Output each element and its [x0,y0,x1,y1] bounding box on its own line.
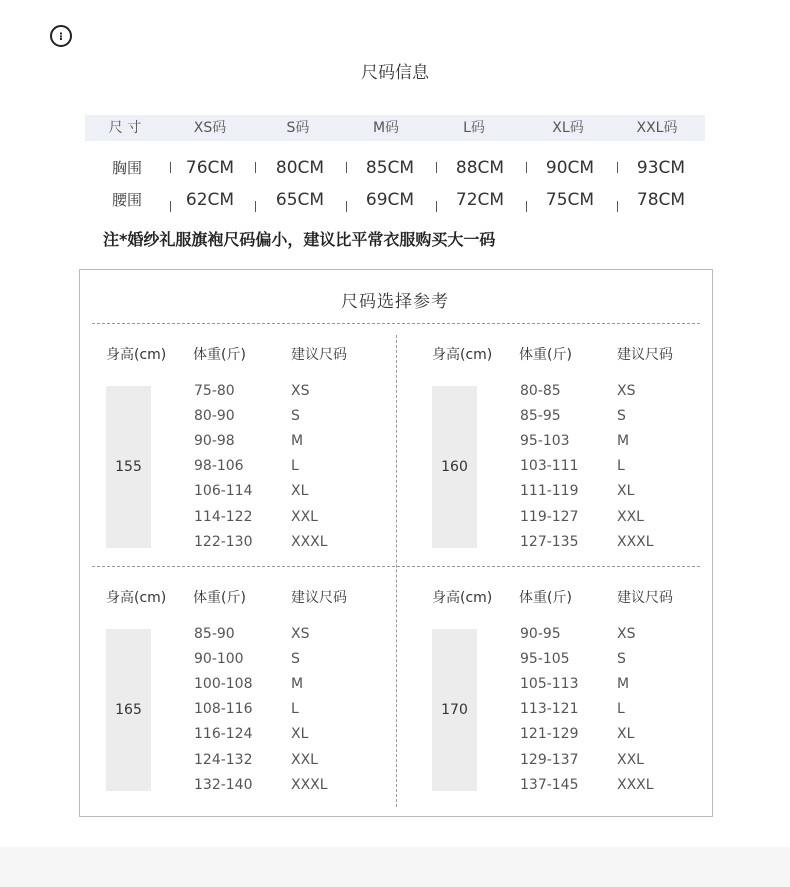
col-header-weight: 体重(斤) [193,590,246,606]
size-header-s: S码 [286,120,310,136]
size-value: XXL [617,509,644,525]
col-header-size: 建议尺码 [291,347,347,363]
size-value: L [617,458,625,474]
weight-value: 108-116 [194,701,253,717]
chest-s: 80CM [275,158,325,178]
weight-value: 105-113 [520,676,579,692]
reference-title: 尺码选择参考 [341,292,449,312]
waist-l: 72CM [455,190,505,210]
size-value: L [291,458,299,474]
waist-xs: 62CM [185,190,235,210]
size-note: 注*婚纱礼服旗袍尺码偏小，建议比平常衣服购买大一码 [103,230,496,249]
waist-xxl: 78CM [636,190,686,210]
size-header-xl: XL码 [552,120,584,136]
weight-value: 121-129 [520,726,579,742]
size-value: XL [291,483,309,499]
col-header-weight: 体重(斤) [519,347,572,363]
chest-l: 88CM [455,158,505,178]
menu-icon[interactable]: ⁝ [50,25,72,47]
waist-m: 69CM [365,190,415,210]
size-value: XS [291,626,310,642]
size-value: XXL [291,752,318,768]
size-value: XL [617,483,635,499]
chest-label: 胸围 [111,159,142,177]
page-title: 尺码信息 [361,63,429,83]
weight-value: 127-135 [520,534,579,550]
weight-value: 98-106 [194,458,244,474]
weight-value: 124-132 [194,752,253,768]
divider [396,335,397,807]
size-value: S [291,651,300,667]
size-value: XXXL [617,777,654,793]
waist-s: 65CM [275,190,325,210]
size-value: XL [617,726,635,742]
weight-value: 90-98 [194,433,235,449]
size-value: XXXL [617,534,654,550]
weight-value: 90-95 [520,626,561,642]
size-value: XS [617,383,636,399]
col-header-height: 身高(cm) [432,347,493,363]
col-header-weight: 体重(斤) [519,590,572,606]
chest-xl: 90CM [545,158,595,178]
size-value: L [617,701,625,717]
size-value: XL [291,726,309,742]
weight-value: 85-90 [194,626,235,642]
weight-value: 95-105 [520,651,570,667]
size-value: L [291,701,299,717]
weight-value: 80-90 [194,408,235,424]
size-header-row [85,115,705,141]
weight-value: 122-130 [194,534,253,550]
weight-value: 106-114 [194,483,253,499]
col-header-size: 建议尺码 [617,590,673,606]
size-header-label: 尺 寸 [108,120,142,136]
size-value: M [617,433,630,449]
size-header-xs: XS码 [193,120,227,136]
height-value: 170 [432,629,477,791]
size-value: S [617,408,626,424]
weight-value: 119-127 [520,509,579,525]
size-header-l: L码 [463,120,485,136]
waist-row [0,185,790,215]
size-value: M [291,676,304,692]
weight-value: 113-121 [520,701,579,717]
col-header-height: 身高(cm) [106,347,167,363]
size-value: XXL [291,509,318,525]
weight-value: 137-145 [520,777,579,793]
weight-value: 90-100 [194,651,244,667]
waist-xl: 75CM [545,190,595,210]
col-header-weight: 体重(斤) [193,347,246,363]
size-header-m: M码 [372,120,400,136]
col-header-size: 建议尺码 [291,590,347,606]
size-value: M [291,433,304,449]
chest-xs: 76CM [185,158,235,178]
size-value: XXXL [291,534,328,550]
size-value: XS [291,383,310,399]
waist-label: 腰围 [111,191,142,209]
size-value: S [617,651,626,667]
size-value: S [291,408,300,424]
chest-xxl: 93CM [636,158,686,178]
weight-value: 75-80 [194,383,235,399]
weight-value: 129-137 [520,752,579,768]
size-value: XXL [617,752,644,768]
weight-value: 132-140 [194,777,253,793]
weight-value: 103-111 [520,458,579,474]
height-value: 160 [432,386,477,548]
weight-value: 85-95 [520,408,561,424]
weight-value: 100-108 [194,676,253,692]
col-header-height: 身高(cm) [432,590,493,606]
col-header-height: 身高(cm) [106,590,167,606]
height-value: 155 [106,386,151,548]
weight-value: 111-119 [520,483,579,499]
divider [92,323,700,324]
size-value: XXXL [291,777,328,793]
size-header-xxl: XXL码 [636,120,678,136]
chest-m: 85CM [365,158,415,178]
col-header-size: 建议尺码 [617,347,673,363]
bottom-strip [0,847,790,887]
chest-row [0,153,790,183]
weight-value: 95-103 [520,433,570,449]
weight-value: 114-122 [194,509,253,525]
weight-value: 116-124 [194,726,253,742]
size-value: XS [617,626,636,642]
weight-value: 80-85 [520,383,561,399]
size-value: M [617,676,630,692]
height-value: 165 [106,629,151,791]
